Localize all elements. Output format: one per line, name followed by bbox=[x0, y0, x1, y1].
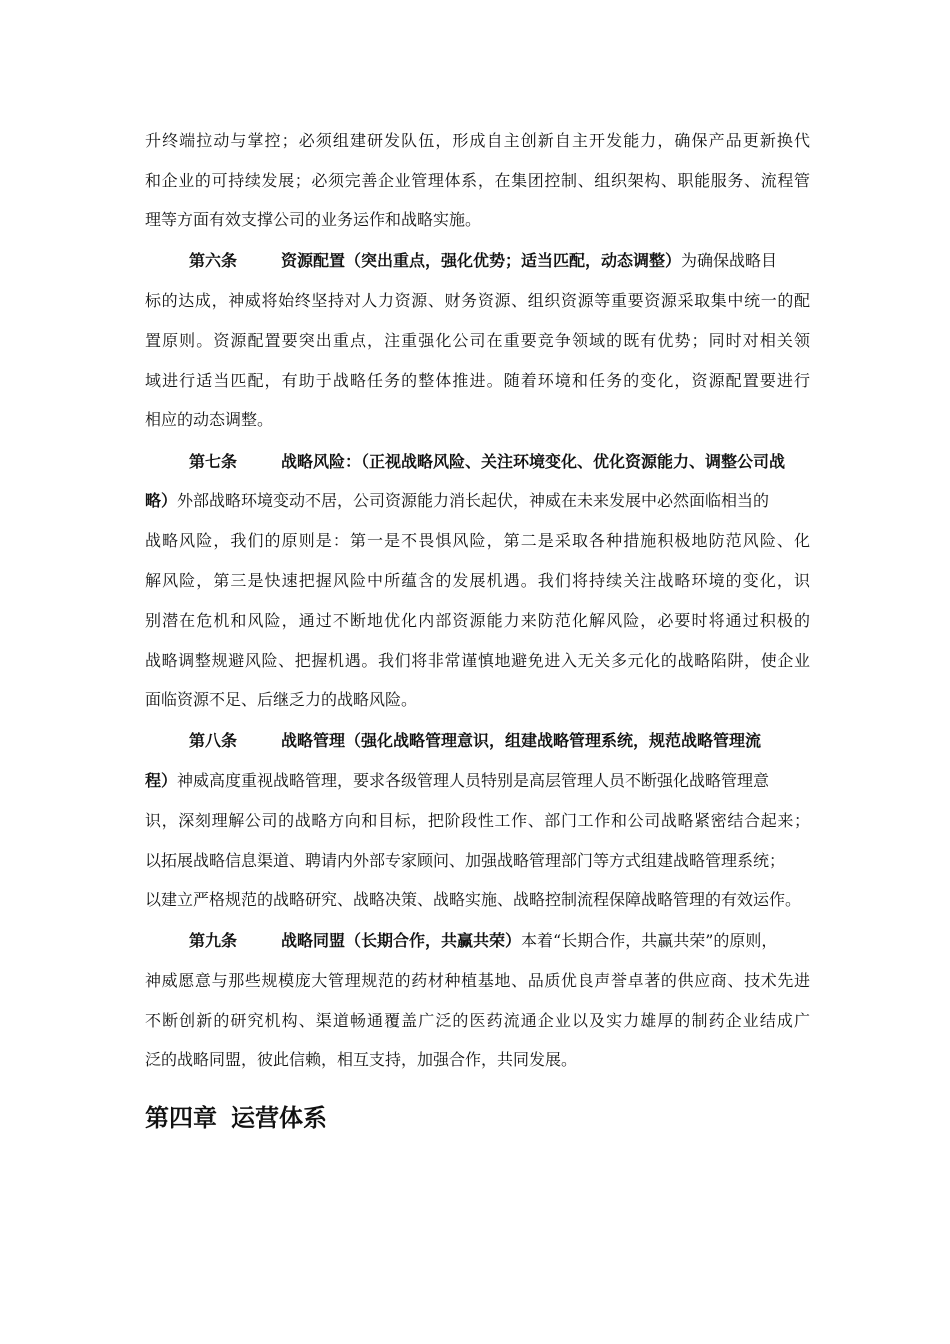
article-7-line: 战略调整规避风险、把握机遇。我们将非常谨慎地避免进入无关多元化的战略陷阱，使企业 bbox=[145, 651, 810, 670]
article-8-line: 以建立严格规范的战略研究、战略决策、战略实施、战略控制流程保障战略管理的有效运作。 bbox=[145, 890, 802, 909]
article-text: 神威高度重视战略管理，要求各级管理人员特别是高层管理人员不断强化战略管理意 bbox=[177, 771, 770, 790]
article-title-cont: 程） bbox=[145, 771, 178, 790]
article-9-line: 神威愿意与那些规模庞大管理规范的药材种植基地、品质优良声誉卓著的供应商、技术先进 bbox=[145, 971, 810, 990]
article-8-line bbox=[145, 771, 810, 791]
intro-line: 升终端拉动与掌控；必须组建研发队伍，形成自主创新自主开发能力，确保产品更新换代 bbox=[145, 131, 810, 150]
article-title: 战略同盟（长期合作，共赢共荣） bbox=[281, 931, 522, 950]
article-text: 本着“长期合作，共赢共荣”的原则， bbox=[521, 931, 778, 950]
article-6-line: 相应的动态调整。 bbox=[145, 410, 274, 429]
article-title-cont: 略） bbox=[145, 491, 178, 510]
intro-line: 和企业的可持续发展；必须完善企业管理体系，在集团控制、组织架构、职能服务、流程管 bbox=[145, 171, 810, 190]
article-number: 第九条 bbox=[189, 931, 238, 950]
chapter-title: 运营体系 bbox=[231, 1104, 327, 1132]
article-9-line: 不断创新的研究机构、渠道畅通覆盖广泛的医药流通企业以及实力雄厚的制药企业结成广 bbox=[145, 1011, 810, 1030]
article-8-line: 以拓展战略信息渠道、聘请内外部专家顾问、加强战略管理部门等方式组建战略管理系统； bbox=[145, 851, 786, 870]
article-6-line: 域进行适当匹配，有助于战略任务的整体推进。随着环境和任务的变化，资源配置要进行 bbox=[145, 371, 810, 390]
article-8-line: 识，深刻理解公司的战略方向和目标，把阶段性工作、部门工作和公司战略紧密结合起来； bbox=[145, 811, 810, 830]
intro-line: 理等方面有效支撑公司的业务运作和战略实施。 bbox=[145, 210, 482, 229]
article-title: 资源配置（突出重点，强化优势；适当匹配，动态调整） bbox=[281, 251, 682, 270]
article-7-heading bbox=[189, 452, 810, 472]
article-title: 战略风险：（正视战略风险、关注环境变化、优化资源能力、调整公司战 bbox=[281, 452, 786, 471]
article-title: 战略管理（强化战略管理意识，组建战略管理系统，规范战略管理流 bbox=[281, 731, 762, 750]
article-8-heading bbox=[189, 731, 810, 751]
article-6-heading bbox=[189, 251, 810, 271]
article-7-line: 解风险，第三是快速把握风险中所蕴含的发展机遇。我们将持续关注战略环境的变化，识 bbox=[145, 571, 810, 590]
article-7-line: 别潜在危机和风险，通过不断地优化内部资源能力来防范化解风险，必要时将通过积极的 bbox=[145, 611, 810, 630]
article-6-line: 置原则。资源配置要突出重点，注重强化公司在重要竞争领域的既有优势；同时对相关领 bbox=[145, 331, 810, 350]
article-7-line bbox=[145, 491, 810, 511]
article-text: 外部战略环境变动不居，公司资源能力消长起伏，神威在未来发展中必然面临相当的 bbox=[177, 491, 770, 510]
article-number: 第六条 bbox=[189, 251, 238, 270]
article-9-line: 泛的战略同盟，彼此信赖，相互支持，加强合作，共同发展。 bbox=[145, 1050, 578, 1069]
article-6-line: 标的达成，神威将始终坚持对人力资源、财务资源、组织资源等重要资源采取集中统一的配 bbox=[145, 291, 810, 310]
article-7-line: 战略风险，我们的原则是：第一是不畏惧风险，第二是采取各种措施积极地防范风险、化 bbox=[145, 531, 810, 550]
article-number: 第八条 bbox=[189, 731, 238, 750]
article-text: 为确保战略目 bbox=[681, 251, 778, 270]
chapter-number: 第四章 bbox=[145, 1104, 217, 1132]
article-9-heading bbox=[189, 931, 810, 951]
article-number: 第七条 bbox=[189, 452, 238, 471]
chapter-heading bbox=[145, 1103, 327, 1133]
article-7-line: 面临资源不足、后继乏力的战略风险。 bbox=[145, 690, 418, 709]
